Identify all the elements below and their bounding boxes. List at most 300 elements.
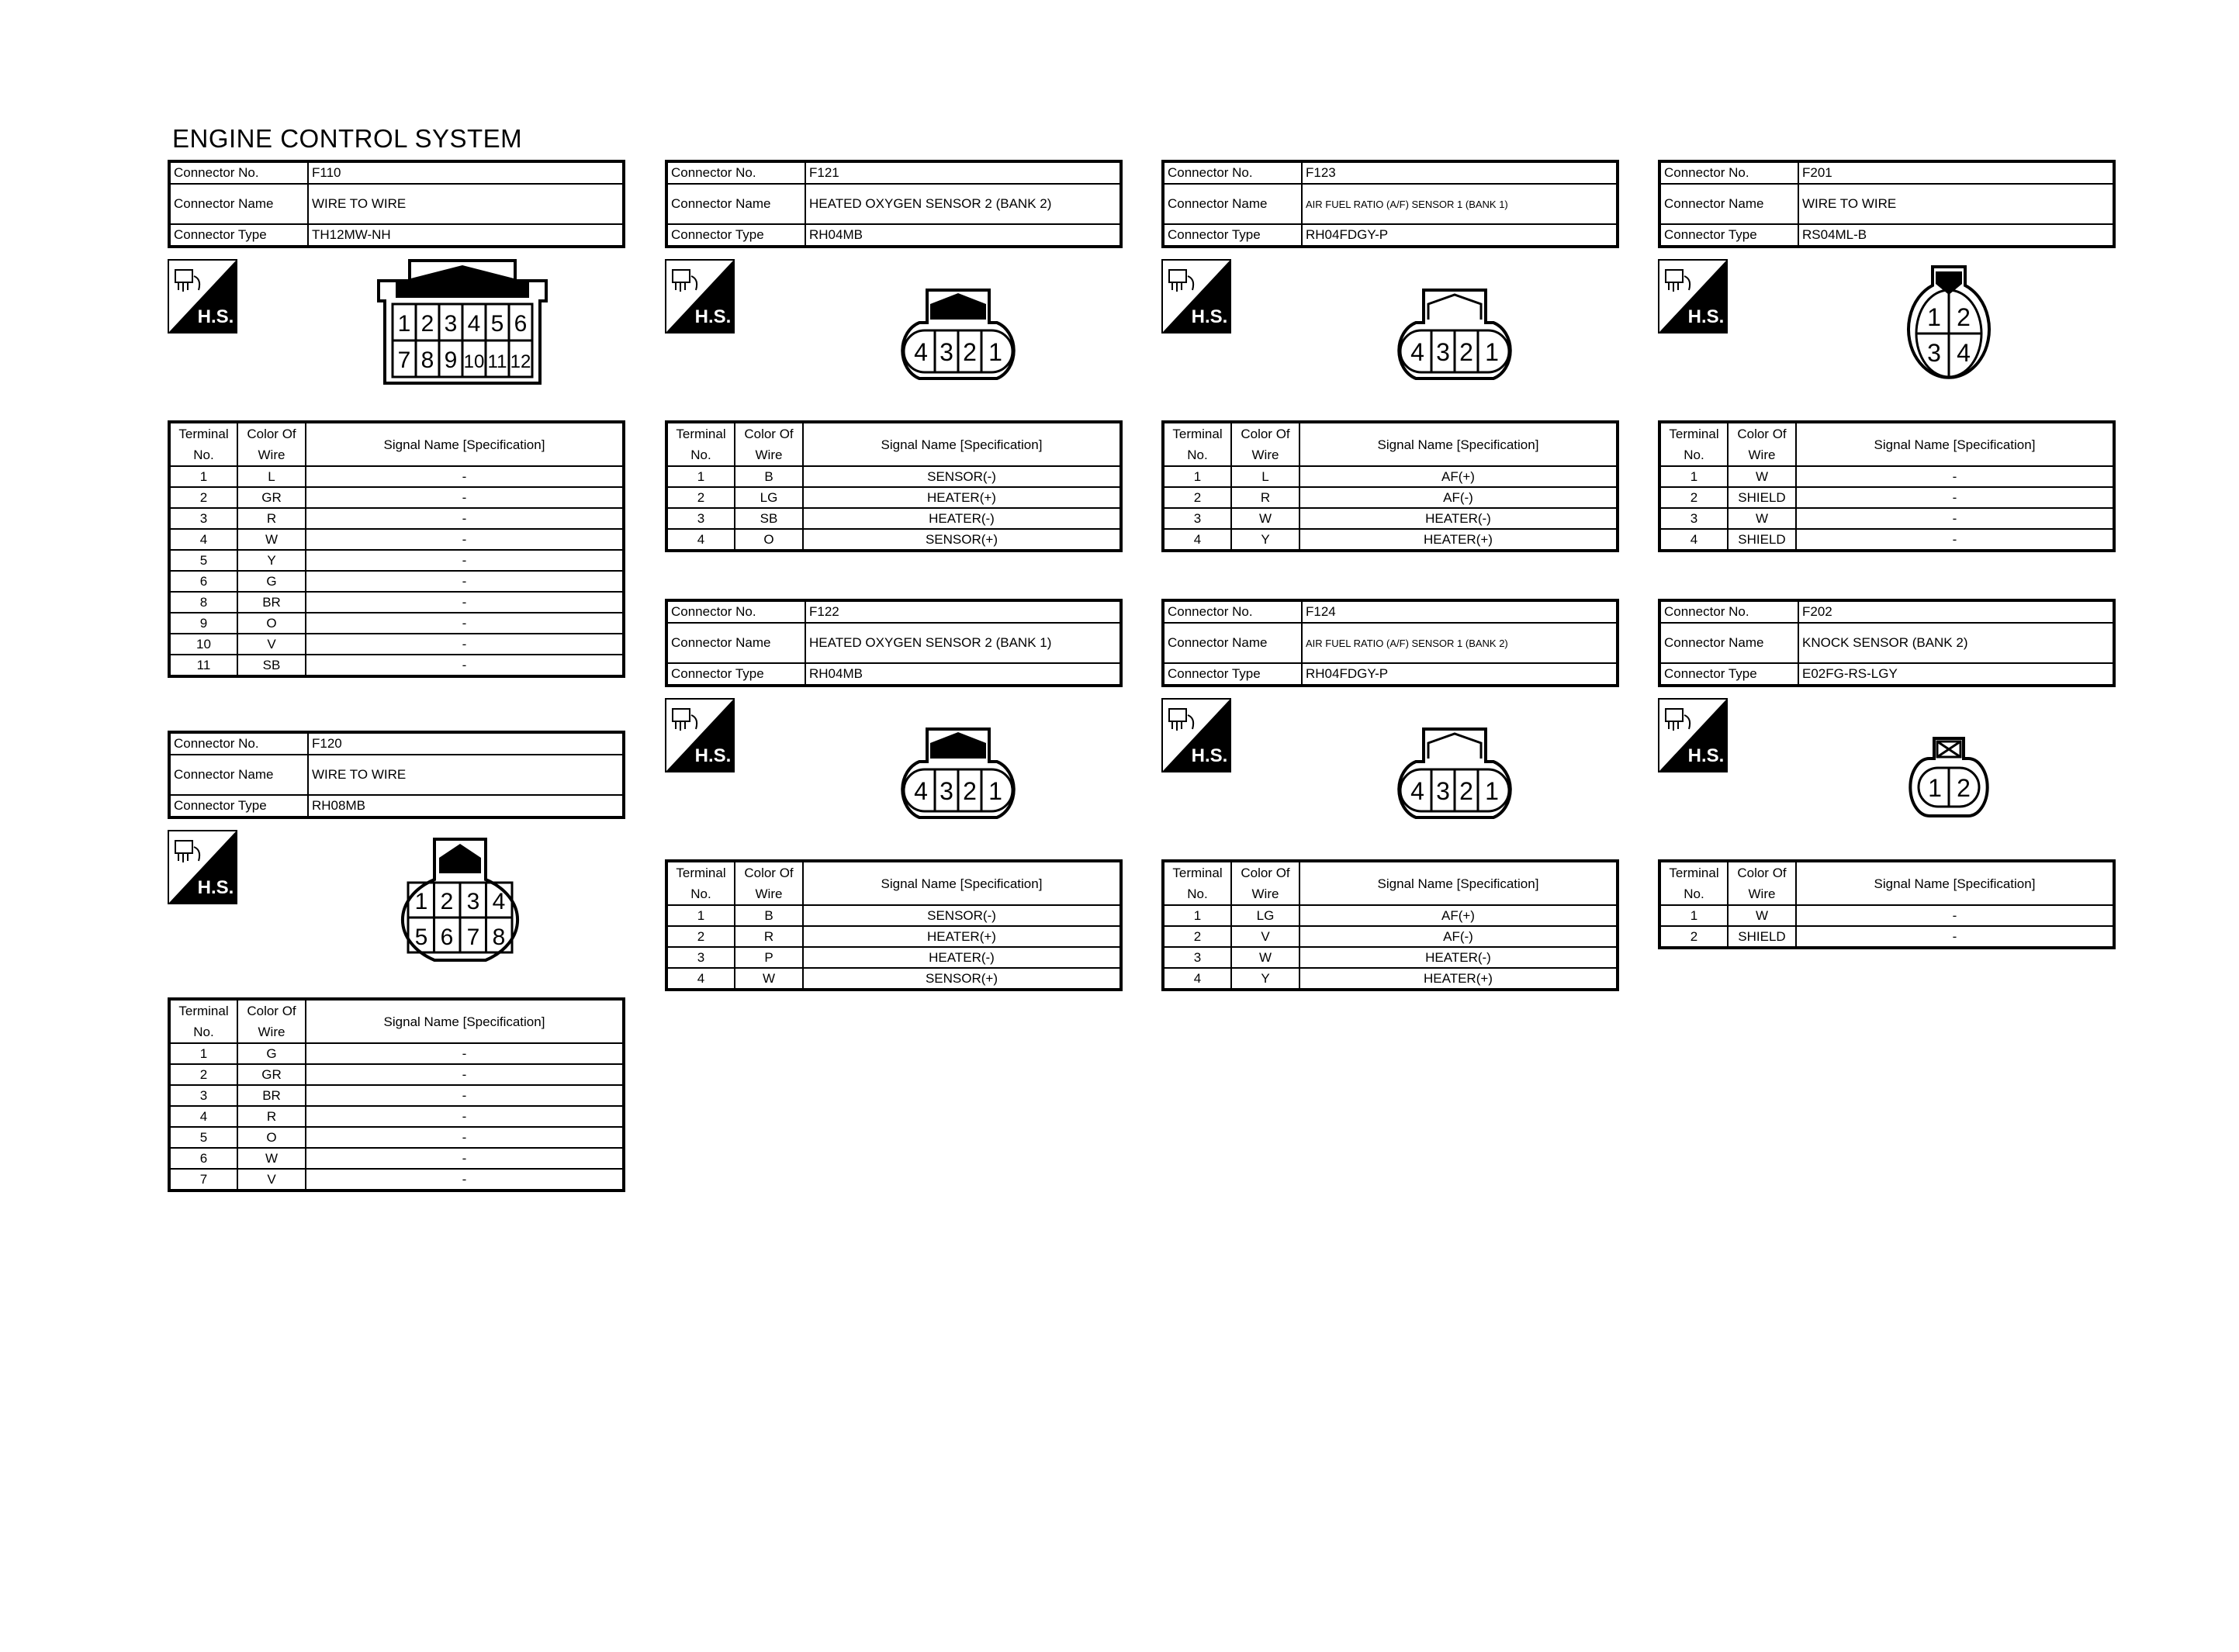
connector-name-value: AIR FUEL RATIO (A/F) SENSOR 1 (BANK 2): [1302, 623, 1618, 663]
hs-label: H.S.: [1191, 745, 1228, 766]
terminal-no-cell: 2: [169, 487, 237, 508]
connector-no-value: F110: [308, 161, 624, 184]
table-row: [169, 1169, 624, 1191]
connector-type-value: TH12MW-NH: [308, 224, 624, 247]
connector-no-label: Connector No.: [169, 732, 308, 755]
pin-label: 1: [988, 777, 1002, 805]
connector-name-value: WIRE TO WIRE: [308, 184, 624, 224]
pin-label: 7: [466, 924, 480, 950]
harness-side-icon: [168, 830, 237, 904]
signal-name-cell: -: [1796, 529, 2114, 551]
connector-face-4pin-round: [1906, 264, 1992, 383]
signal-name-cell: HEATER(+): [803, 487, 1121, 508]
wire-color-cell: W: [1231, 508, 1299, 529]
table-row: [1659, 508, 2114, 529]
connector-name-value: KNOCK SENSOR (BANK 2): [1798, 623, 2114, 663]
connector-type-label: Connector Type: [666, 663, 805, 686]
connector-type-label: Connector Type: [1163, 663, 1302, 686]
pin-label: 2: [963, 338, 977, 366]
connector-no-label: Connector No.: [1163, 600, 1302, 623]
pin-label: 4: [914, 777, 928, 805]
harness-side-icon: [1658, 259, 1728, 334]
terminal-no-cell: 4: [169, 1106, 237, 1127]
connector-name-value: WIRE TO WIRE: [1798, 184, 2114, 224]
wire-color-header: Color Of Wire: [1231, 861, 1299, 905]
terminal-no-cell: 5: [169, 550, 237, 571]
signal-name-cell: -: [1796, 905, 2114, 926]
signal-name-cell: -: [306, 1148, 624, 1169]
wire-color-cell: B: [735, 466, 803, 487]
signal-name-cell: HEATER(-): [1299, 508, 1618, 529]
terminal-no-cell: 2: [1163, 926, 1231, 947]
signal-name-header: Signal Name [Specification]: [803, 861, 1121, 905]
signal-name-cell: -: [306, 1106, 624, 1127]
connector-name-label: Connector Name: [169, 184, 308, 224]
pin-label: 6: [514, 311, 528, 337]
wire-color-cell: R: [1231, 487, 1299, 508]
connector-diagram-area: [665, 687, 1123, 859]
table-row: [1659, 926, 2114, 948]
pin-label: 1: [414, 889, 428, 914]
terminal-no-cell: 3: [1163, 947, 1231, 968]
wire-color-header: Color Of Wire: [1728, 861, 1796, 905]
terminal-no-cell: 4: [1163, 968, 1231, 990]
connector-face-4pin: [1389, 285, 1520, 383]
table-row: [1163, 947, 1618, 968]
wire-color-cell: W: [1728, 508, 1796, 529]
terminal-no-cell: 3: [1659, 508, 1728, 529]
terminal-no-cell: 6: [169, 571, 237, 592]
pin-label: 3: [1927, 339, 1941, 367]
pin-label: 1: [1928, 774, 1942, 802]
connector-diagram-area: [665, 248, 1123, 420]
connector-no-label: Connector No.: [1163, 161, 1302, 184]
table-row: [1163, 529, 1618, 551]
connector-no-label: Connector No.: [666, 600, 805, 623]
wire-color-cell: GR: [237, 487, 306, 508]
terminal-table: [168, 420, 625, 678]
wire-color-cell: R: [237, 508, 306, 529]
connector-name-value: HEATED OXYGEN SENSOR 2 (BANK 1): [805, 623, 1121, 663]
table-row: [666, 947, 1121, 968]
terminal-no-cell: 3: [666, 508, 735, 529]
signal-name-cell: -: [306, 508, 624, 529]
connector-no-label: Connector No.: [1659, 161, 1798, 184]
connector-name-value: WIRE TO WIRE: [308, 755, 624, 795]
wire-color-cell: W: [237, 529, 306, 550]
signal-name-header: Signal Name [Specification]: [803, 422, 1121, 466]
wire-color-cell: W: [735, 968, 803, 990]
terminal-no-cell: 3: [169, 1085, 237, 1106]
wire-color-cell: V: [237, 634, 306, 655]
terminal-table: [1161, 420, 1619, 552]
pin-label: 4: [492, 889, 506, 914]
table-row: [169, 529, 624, 550]
table-row: [169, 634, 624, 655]
connector-name-value: AIR FUEL RATIO (A/F) SENSOR 1 (BANK 1): [1302, 184, 1618, 224]
wire-color-cell: LG: [1231, 905, 1299, 926]
connector-face-4pin: [1389, 724, 1520, 822]
wire-color-cell: SB: [237, 655, 306, 676]
harness-side-icon: [665, 698, 735, 772]
table-row: [666, 926, 1121, 947]
table-row: [1659, 529, 2114, 551]
terminal-no-cell: 3: [169, 508, 237, 529]
pin-label: 8: [420, 347, 434, 373]
pin-label: 4: [1957, 339, 1971, 367]
terminal-no-cell: 1: [1659, 905, 1728, 926]
pin-label: 2: [1459, 777, 1473, 805]
connector-block-f110: [168, 160, 625, 678]
signal-name-cell: -: [306, 1043, 624, 1064]
pin-label: 12: [510, 351, 531, 372]
table-row: [1163, 466, 1618, 487]
terminal-table: [1658, 420, 2116, 552]
wire-color-cell: G: [237, 571, 306, 592]
pin-label: 5: [414, 924, 428, 950]
terminal-no-header: Terminal No.: [1659, 422, 1728, 466]
connector-info-table: [1658, 599, 2116, 687]
connector-type-label: Connector Type: [169, 795, 308, 817]
pin-label: 1: [1485, 338, 1499, 366]
table-row: [169, 466, 624, 487]
terminal-no-cell: 10: [169, 634, 237, 655]
wire-color-header: Color Of Wire: [1728, 422, 1796, 466]
terminal-no-cell: 2: [1659, 487, 1728, 508]
wire-color-cell: W: [1728, 466, 1796, 487]
wire-color-cell: W: [1728, 905, 1796, 926]
wire-color-cell: SHIELD: [1728, 926, 1796, 948]
table-row: [1163, 968, 1618, 990]
terminal-no-cell: 2: [666, 487, 735, 508]
terminal-no-header: Terminal No.: [666, 422, 735, 466]
signal-name-header: Signal Name [Specification]: [1299, 861, 1618, 905]
terminal-no-cell: 4: [169, 529, 237, 550]
wire-color-cell: O: [237, 613, 306, 634]
pin-label: 5: [490, 311, 504, 337]
wire-color-cell: BR: [237, 1085, 306, 1106]
table-row: [169, 508, 624, 529]
connector-type-value: RH04FDGY-P: [1302, 224, 1618, 247]
terminal-no-cell: 4: [666, 968, 735, 990]
pin-label: 3: [1436, 777, 1450, 805]
wire-color-cell: V: [237, 1169, 306, 1191]
connector-diagram-area: [1161, 687, 1619, 859]
signal-name-cell: HEATER(-): [1299, 947, 1618, 968]
connector-type-label: Connector Type: [666, 224, 805, 247]
table-row: [169, 1127, 624, 1148]
hs-label: H.S.: [1687, 745, 1725, 766]
table-row: [169, 1043, 624, 1064]
pin-label: 1: [988, 338, 1002, 366]
connector-face-4pin: [893, 724, 1023, 822]
terminal-no-cell: 2: [666, 926, 735, 947]
wire-color-cell: SB: [735, 508, 803, 529]
wire-color-cell: R: [237, 1106, 306, 1127]
signal-name-cell: HEATER(+): [803, 926, 1121, 947]
wire-color-cell: SHIELD: [1728, 487, 1796, 508]
signal-name-cell: SENSOR(-): [803, 466, 1121, 487]
terminal-no-cell: 1: [666, 466, 735, 487]
terminal-no-cell: 2: [1163, 487, 1231, 508]
wire-color-cell: Y: [237, 550, 306, 571]
terminal-no-cell: 1: [1163, 905, 1231, 926]
terminal-no-cell: 4: [666, 529, 735, 551]
connector-no-value: F124: [1302, 600, 1618, 623]
wire-color-cell: BR: [237, 592, 306, 613]
signal-name-header: Signal Name [Specification]: [306, 422, 624, 466]
wire-color-header: Color Of Wire: [735, 422, 803, 466]
pin-label: 1: [397, 311, 411, 337]
pin-label: 6: [440, 924, 454, 950]
table-row: [169, 571, 624, 592]
terminal-no-cell: 1: [666, 905, 735, 926]
connector-name-label: Connector Name: [666, 184, 805, 224]
signal-name-cell: -: [1796, 487, 2114, 508]
signal-name-cell: -: [306, 1127, 624, 1148]
connector-info-table: [665, 599, 1123, 687]
terminal-table: [1658, 859, 2116, 949]
signal-name-cell: AF(-): [1299, 487, 1618, 508]
harness-side-icon: [665, 259, 735, 334]
wire-color-cell: W: [237, 1148, 306, 1169]
signal-name-cell: SENSOR(-): [803, 905, 1121, 926]
connector-name-label: Connector Name: [1659, 184, 1798, 224]
harness-side-icon: [1161, 698, 1231, 772]
pin-label: 4: [467, 311, 481, 337]
hs-label: H.S.: [197, 306, 234, 327]
connector-type-value: RH04FDGY-P: [1302, 663, 1618, 686]
terminal-no-header: Terminal No.: [169, 422, 237, 466]
terminal-no-header: Terminal No.: [1659, 861, 1728, 905]
connector-info-table: [1161, 599, 1619, 687]
wire-color-cell: W: [1231, 947, 1299, 968]
terminal-no-cell: 9: [169, 613, 237, 634]
page-title: ENGINE CONTROL SYSTEM: [172, 124, 523, 153]
wire-color-cell: B: [735, 905, 803, 926]
pin-label: 2: [1957, 774, 1971, 802]
terminal-no-header: Terminal No.: [1163, 861, 1231, 905]
signal-name-cell: -: [1796, 466, 2114, 487]
connector-type-value: RH08MB: [308, 795, 624, 817]
signal-name-cell: -: [306, 634, 624, 655]
hs-label: H.S.: [694, 745, 732, 766]
connector-block-f123: [1161, 160, 1619, 552]
pin-label: 7: [397, 347, 411, 373]
connector-name-label: Connector Name: [1163, 184, 1302, 224]
pin-label: 2: [963, 777, 977, 805]
wire-color-cell: Y: [1231, 968, 1299, 990]
table-row: [169, 655, 624, 676]
table-row: [169, 613, 624, 634]
signal-name-cell: HEATER(+): [1299, 529, 1618, 551]
pin-label: 1: [1927, 303, 1941, 331]
harness-side-icon: [168, 259, 237, 334]
pin-label: 2: [1459, 338, 1473, 366]
terminal-no-cell: 3: [1163, 508, 1231, 529]
connector-type-value: RH04MB: [805, 224, 1121, 247]
table-row: [666, 466, 1121, 487]
terminal-no-cell: 2: [169, 1064, 237, 1085]
pin-label: 10: [463, 351, 485, 372]
wire-color-header: Color Of Wire: [237, 999, 306, 1043]
connector-info-table: [168, 160, 625, 248]
signal-name-header: Signal Name [Specification]: [1796, 422, 2114, 466]
connector-info-table: [1658, 160, 2116, 248]
pin-label: 3: [466, 889, 480, 914]
pin-label: 2: [420, 311, 434, 337]
connector-face-12pin: [377, 259, 548, 386]
terminal-table: [665, 420, 1123, 552]
wire-color-header: Color Of Wire: [237, 422, 306, 466]
connector-no-value: F202: [1798, 600, 2114, 623]
connector-block-f201: [1658, 160, 2116, 552]
pin-label: 9: [444, 347, 458, 373]
table-row: [169, 1085, 624, 1106]
terminal-no-cell: 1: [1163, 466, 1231, 487]
connector-type-label: Connector Type: [1659, 663, 1798, 686]
connector-no-label: Connector No.: [666, 161, 805, 184]
pin-label: 3: [940, 777, 953, 805]
signal-name-cell: -: [306, 529, 624, 550]
connector-name-label: Connector Name: [1163, 623, 1302, 663]
connector-diagram-area: [168, 248, 625, 420]
connector-info-table: [168, 731, 625, 819]
signal-name-cell: -: [306, 466, 624, 487]
table-row: [1659, 487, 2114, 508]
connector-type-value: RH04MB: [805, 663, 1121, 686]
terminal-no-cell: 1: [1659, 466, 1728, 487]
table-row: [169, 550, 624, 571]
terminal-no-header: Terminal No.: [666, 861, 735, 905]
connector-block-f121: [665, 160, 1123, 552]
signal-name-cell: -: [306, 1085, 624, 1106]
wire-color-cell: R: [735, 926, 803, 947]
connector-diagram-area: [1161, 248, 1619, 420]
pin-label: 4: [1410, 777, 1424, 805]
signal-name-cell: AF(+): [1299, 466, 1618, 487]
table-row: [169, 1064, 624, 1085]
pin-label: 1: [1485, 777, 1499, 805]
terminal-table: [168, 997, 625, 1192]
connector-face-8pin: [394, 836, 526, 963]
table-row: [1163, 905, 1618, 926]
signal-name-cell: -: [306, 550, 624, 571]
table-row: [169, 1106, 624, 1127]
signal-name-cell: HEATER(+): [1299, 968, 1618, 990]
wire-color-header: Color Of Wire: [735, 861, 803, 905]
harness-side-icon: [1658, 698, 1728, 772]
table-row: [1659, 905, 2114, 926]
terminal-no-cell: 7: [169, 1169, 237, 1191]
wire-color-cell: SHIELD: [1728, 529, 1796, 551]
pin-label: 3: [1436, 338, 1450, 366]
terminal-no-cell: 4: [1163, 529, 1231, 551]
signal-name-cell: AF(-): [1299, 926, 1618, 947]
signal-name-header: Signal Name [Specification]: [306, 999, 624, 1043]
table-row: [1163, 508, 1618, 529]
connector-type-label: Connector Type: [169, 224, 308, 247]
wire-color-header: Color Of Wire: [1231, 422, 1299, 466]
pin-label: 4: [1410, 338, 1424, 366]
connector-no-label: Connector No.: [169, 161, 308, 184]
table-row: [1659, 466, 2114, 487]
signal-name-cell: -: [306, 1064, 624, 1085]
harness-side-icon: [1161, 259, 1231, 334]
hs-label: H.S.: [197, 877, 234, 898]
signal-name-cell: -: [306, 571, 624, 592]
pin-label: 8: [492, 924, 506, 950]
table-row: [666, 529, 1121, 551]
connector-block-f202: [1658, 599, 2116, 949]
signal-name-cell: -: [306, 592, 624, 613]
connector-type-value: RS04ML-B: [1798, 224, 2114, 247]
signal-name-cell: -: [1796, 926, 2114, 948]
terminal-no-header: Terminal No.: [1163, 422, 1231, 466]
terminal-no-cell: 8: [169, 592, 237, 613]
hs-label: H.S.: [1687, 306, 1725, 327]
terminal-no-cell: 4: [1659, 529, 1728, 551]
connector-name-label: Connector Name: [666, 623, 805, 663]
wire-color-cell: P: [735, 947, 803, 968]
signal-name-cell: -: [306, 1169, 624, 1191]
terminal-table: [665, 859, 1123, 991]
signal-name-cell: -: [1796, 508, 2114, 529]
connector-block-f122: [665, 599, 1123, 991]
terminal-table: [1161, 859, 1619, 991]
pin-label: 2: [1957, 303, 1971, 331]
table-row: [1163, 926, 1618, 947]
connector-name-value: HEATED OXYGEN SENSOR 2 (BANK 2): [805, 184, 1121, 224]
table-row: [666, 905, 1121, 926]
connector-no-value: F120: [308, 732, 624, 755]
hs-label: H.S.: [694, 306, 732, 327]
connector-diagram-area: [1658, 248, 2116, 420]
table-row: [169, 1148, 624, 1169]
table-row: [666, 487, 1121, 508]
signal-name-header: Signal Name [Specification]: [1299, 422, 1618, 466]
wire-color-cell: GR: [237, 1064, 306, 1085]
pin-label: 3: [444, 311, 458, 337]
connector-type-label: Connector Type: [1659, 224, 1798, 247]
wire-color-cell: L: [1231, 466, 1299, 487]
connector-info-table: [665, 160, 1123, 248]
pin-label: 3: [940, 338, 953, 366]
terminal-no-cell: 3: [666, 947, 735, 968]
connector-block-f120: [168, 731, 625, 1192]
connector-no-label: Connector No.: [1659, 600, 1798, 623]
signal-name-cell: AF(+): [1299, 905, 1618, 926]
signal-name-cell: -: [306, 487, 624, 508]
table-row: [666, 508, 1121, 529]
signal-name-cell: HEATER(-): [803, 947, 1121, 968]
connector-no-value: F121: [805, 161, 1121, 184]
table-row: [169, 487, 624, 508]
signal-name-cell: SENSOR(+): [803, 529, 1121, 551]
signal-name-header: Signal Name [Specification]: [1796, 861, 2114, 905]
terminal-no-cell: 1: [169, 466, 237, 487]
connector-name-label: Connector Name: [169, 755, 308, 795]
connector-info-table: [1161, 160, 1619, 248]
table-row: [1163, 487, 1618, 508]
connector-face-4pin: [893, 285, 1023, 383]
terminal-no-cell: 6: [169, 1148, 237, 1169]
pin-label: 2: [440, 889, 454, 914]
connector-no-value: F201: [1798, 161, 2114, 184]
signal-name-cell: HEATER(-): [803, 508, 1121, 529]
signal-name-cell: -: [306, 613, 624, 634]
wire-color-cell: Y: [1231, 529, 1299, 551]
